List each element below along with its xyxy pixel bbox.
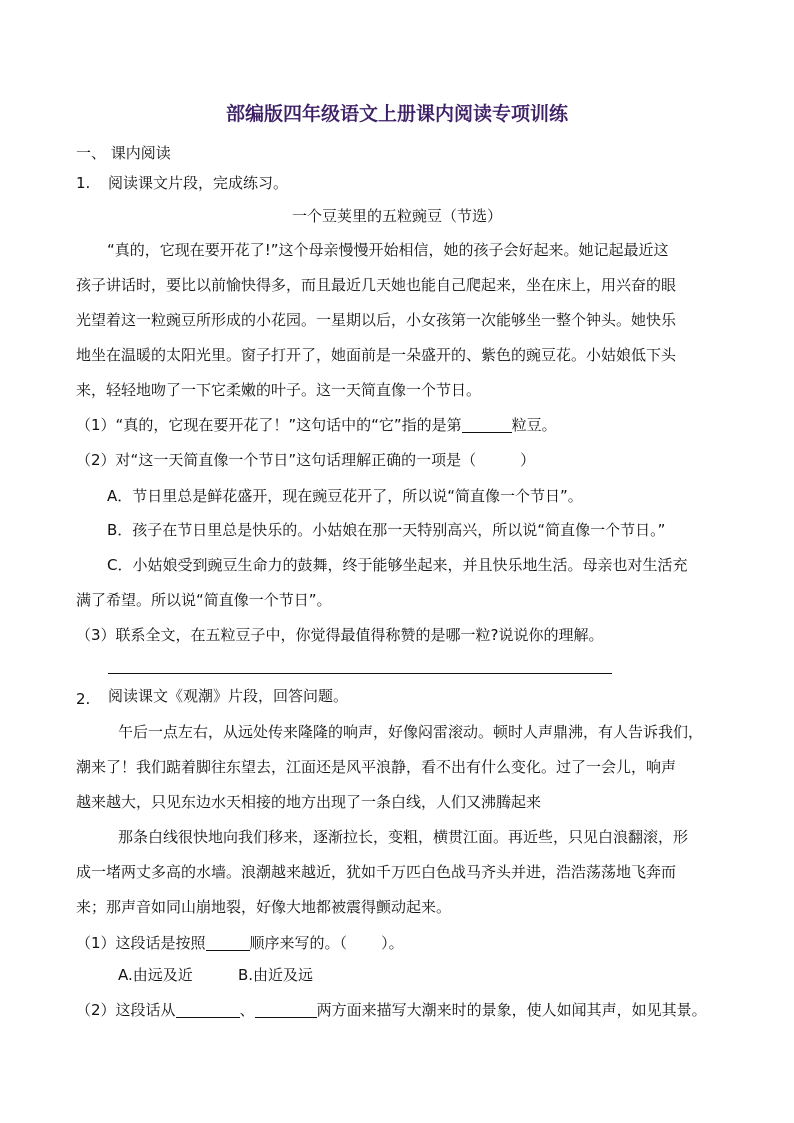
- question-2-1-text: （1）这段话是按照: [76, 934, 206, 952]
- passage-2-line: 来；那声音如同山崩地裂，好像大地都被震得颤动起来。: [76, 898, 452, 916]
- passage-1-line: 孩子讲话时，要比以前愉快得多，而且最近几天她也能自己爬起来，坐在床上，用兴奋的眼: [76, 276, 677, 294]
- passage-1-line: “真的，它现在要开花了!”这个母亲慢慢开始相信，她的孩子会好起来。她记起最近这: [107, 241, 669, 259]
- section-heading: 一、 课内阅读: [76, 144, 171, 162]
- option-b: B.由近及远: [238, 966, 314, 984]
- passage-1-line: 来，轻轻地吻了一下它柔嫩的叶子。这一天简直像一个节日。: [76, 381, 482, 399]
- passage-2-line: 潮来了！我们踮着脚往东望去，江面还是风平浪静，看不出有什么变化。过了一会儿，响声: [76, 758, 677, 776]
- fill-blank[interactable]: [176, 1002, 240, 1018]
- question-1-2: [76, 450, 535, 470]
- question-2-2: [76, 1000, 707, 1020]
- question-2-2-sep: 、: [239, 1001, 255, 1019]
- question-1-instruction: 阅读课文片段，完成练习。: [108, 174, 289, 192]
- passage-1-title: 一个豆荚里的五粒豌豆（节选）: [291, 207, 502, 225]
- option-c: C．小姑娘受到豌豆生命力的鼓舞，终于能够坐起来，并且快乐地生活。母亲也对生活充: [107, 556, 688, 574]
- question-2-1: [76, 933, 404, 953]
- question-2-instruction: 阅读课文《观潮》片段，回答问题。: [108, 687, 349, 705]
- question-2-2-text: （2）这段话从: [76, 1001, 176, 1019]
- question-2-2-suffix: 两方面来描写大潮来时的景象，使人如闻其声，如见其景。: [316, 1001, 707, 1019]
- option-c-continued: 满了希望。所以说“简直像一个节日”。: [76, 591, 332, 609]
- fill-blank[interactable]: [206, 935, 250, 951]
- passage-1-line: 光望着这一粒豌豆所形成的小花园。一星期以后，小女孩第一次能够坐一整个钟头。她快乐: [76, 311, 677, 329]
- answer-line[interactable]: [108, 673, 612, 674]
- passage-2-line: 成一堵两丈多高的水墙。浪潮越来越近，犹如千万匹白色战马齐头并进，浩浩荡荡地飞奔而: [76, 863, 677, 881]
- question-2-number: 2.: [76, 690, 91, 708]
- option-b: B．孩子在节日里总是快乐的。小姑娘在那一天特别高兴，所以说“简直像一个节日。”: [107, 521, 666, 539]
- question-1-3: （3）联系全文，在五粒豆子中，你觉得最值得称赞的是哪一粒?说说你的理解。: [76, 626, 604, 644]
- question-1-2-suffix: ）: [520, 451, 536, 469]
- question-1-1-text: （1）“真的，它现在要开花了！”这句话中的“它”指的是第: [76, 416, 462, 434]
- question-1-1: [76, 415, 557, 435]
- fill-blank[interactable]: [255, 1002, 317, 1018]
- fill-blank[interactable]: [462, 417, 512, 433]
- passage-1-line: 地坐在温暖的太阳光里。窗子打开了，她面前是一朵盛开的、紫色的豌豆花。小姑娘低下头: [76, 346, 677, 364]
- page-title: 部编版四年级语文上册课内阅读专项训练: [225, 103, 568, 125]
- option-a: A.由远及近: [118, 966, 193, 984]
- question-1-2-text: （2）对“这一天简直像一个节日”这句话理解正确的一项是（: [76, 451, 477, 469]
- question-2-1-suffix: ）。: [381, 934, 404, 952]
- passage-2-line: 午后一点左右，从远处传来隆隆的响声，好像闷雷滚动。顿时人声鼎沸，有人告诉我们，: [118, 723, 704, 741]
- question-2-1-mid: 顺序来写的。（: [249, 934, 348, 952]
- question-1-1-suffix: 粒豆。: [511, 416, 557, 434]
- passage-2-line: 越来越大，只见东边水天相接的地方出现了一条白线，人们又沸腾起来: [76, 793, 542, 811]
- option-a: A．节日里总是鲜花盛开，现在豌豆花开了，所以说“简直像一个节日”。: [107, 487, 583, 505]
- question-1-number: 1.: [76, 174, 91, 192]
- passage-2-line: 那条白线很快地向我们移来，逐渐拉长，变粗，横贯江面。再近些，只见白浪翻滚，形: [118, 828, 689, 846]
